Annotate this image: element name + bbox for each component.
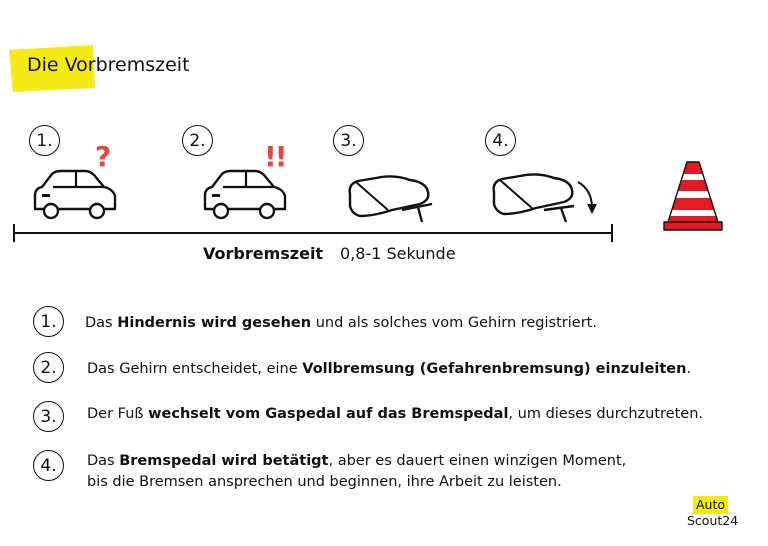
stage-number-3: 3. bbox=[333, 125, 364, 156]
step-text-segment: , aber es dauert einen winzigen Moment, bbox=[328, 453, 627, 469]
step-text-2 bbox=[87, 358, 691, 380]
question-mark: ? bbox=[95, 140, 112, 173]
logo-auto: Auto bbox=[693, 496, 728, 514]
step-number-2: 2. bbox=[33, 352, 64, 383]
logo-scout24: Scout24 bbox=[687, 513, 739, 528]
step-text-segment: und als solches vom Gehirn registriert. bbox=[311, 315, 597, 331]
step-text-4-line2 bbox=[87, 471, 562, 493]
step-text-1 bbox=[85, 312, 597, 334]
timeline-duration: 0,8-1 Sekunde bbox=[340, 244, 456, 263]
step-number-1: 1. bbox=[33, 306, 64, 337]
timeline-axis bbox=[0, 220, 768, 246]
step-text-bold: Vollbremsung (Gefahrenbremsung) einzuleiten bbox=[302, 361, 687, 377]
car-icon bbox=[200, 166, 290, 224]
step-number-3: 3. bbox=[33, 401, 64, 432]
exclamation-marks: !! bbox=[264, 140, 286, 173]
step-text-segment: bis die Bremsen ansprechen und beginnen, ihre Arbeit zu leisten. bbox=[87, 474, 562, 490]
step-text-segment: Das bbox=[87, 453, 120, 469]
step-text-bold: Hindernis wird gesehen bbox=[117, 315, 312, 331]
step-text-bold: Bremspedal wird betätigt bbox=[119, 453, 329, 469]
step-number-4: 4. bbox=[33, 450, 64, 481]
timeline-label: Vorbremszeit bbox=[203, 244, 324, 263]
stage-number-2: 2. bbox=[182, 125, 213, 156]
stage-number-4: 4. bbox=[485, 125, 516, 156]
step-text-segment: , um dieses durchzutreten. bbox=[508, 406, 704, 422]
step-text-bold: wechselt vom Gaspedal auf das Bremspedal bbox=[148, 406, 509, 422]
foot-on-pedal-icon bbox=[344, 172, 436, 224]
step-text-segment: Das Gehirn entscheidet, eine bbox=[87, 361, 303, 377]
step-text-4-line1 bbox=[87, 450, 626, 472]
step-text-segment: . bbox=[686, 361, 692, 377]
car-icon bbox=[30, 166, 120, 224]
step-text-3 bbox=[87, 403, 703, 425]
step-text-segment: Das bbox=[85, 315, 118, 331]
step-text-segment: Der Fuß bbox=[87, 406, 149, 422]
foot-pressing-pedal-icon bbox=[488, 170, 606, 226]
stage-number-1: 1. bbox=[29, 125, 60, 156]
page-title: Die Vorbremszeit bbox=[27, 54, 190, 76]
